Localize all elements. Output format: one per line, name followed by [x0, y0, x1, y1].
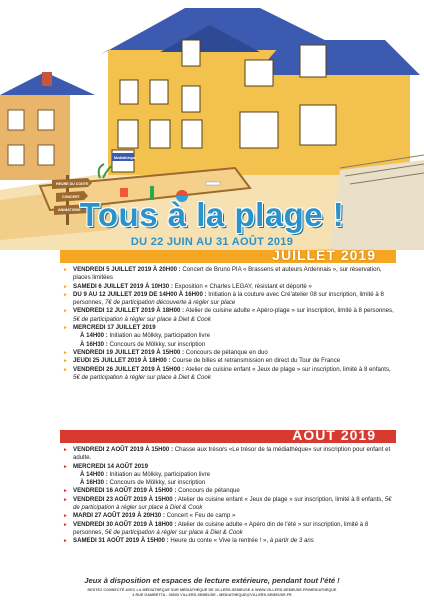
event-item: ► VENDREDI 19 JUILLET 2019 À 15H00 : Concours de pétanque en duo — [63, 348, 268, 356]
footer-contact: RESTEZ CONNECTÉ AVEC LA MÉDIATHÈQUE SUR MÉDIATHÈQUE DE VILLERS-SEMEUSE & WWW.VILLERS-SEMEUSE.FR/MEDIATHEQUE — [87, 588, 337, 592]
event-item: ► MARDI 27 AOÛT 2019 À 20H30 : Concert « Feu de camp » — [63, 512, 236, 520]
event-item: ► VENDREDI 23 AOÛT 2019 À 15H00 : Atelier de cuisine enfant « Jeux de plage » sur inscription, limité à 8 enfants, 5€ de participation à régler sur place à Diet & Cook — [63, 495, 392, 512]
towel-icon — [206, 182, 220, 185]
footer-address: 4 RUE GAMBETTA - 08000 VILLERS-SEMEUSE - MEDIATHEQUE@VILLERS-SEMEUSE.FR — [132, 593, 292, 597]
event-item: ► VENDREDI 16 AOÛT 2019 À 15H00 : Concours de pétanque — [63, 487, 240, 495]
event-item: ► VENDREDI 26 JUILLET 2019 À 15H00 : Atelier de cuisine enfant « Jeux de plage » sur inscription, limité à 8 enfants, 5€ de participation à régler sur place à Diet & Cook — [63, 365, 391, 381]
event-subitem: À 16H30 : Concours de Mölkky, sur inscription — [80, 479, 206, 487]
event-subitem: À 14H00 : Initiation au Mölkky, participation livre — [80, 332, 210, 340]
events-list-july — [60, 266, 396, 382]
footer-tagline: Jeux à disposition et espaces de lecture extérieure, pendant tout l'été ! — [84, 576, 340, 585]
month-bar-july — [60, 247, 396, 263]
month-label-july: JUILLET 2019 — [272, 247, 376, 263]
event-item: ► JEUDI 25 JUILLET 2019 À 18H00 : Course de billes et retransmission en direct du Tour de France — [63, 357, 341, 365]
event-item: ► SAMEDI 6 JUILLET 2019 À 10H30 : Exposition « Charles LEGAY, résistant et déporté » — [63, 282, 312, 290]
bullet-icon: ► — [63, 283, 68, 290]
event-item: ► MERCREDI 17 JUILLET 2019 — [63, 324, 156, 332]
bullet-icon: ► — [63, 463, 68, 470]
bullet-icon: ► — [63, 308, 68, 315]
bullet-icon: ► — [63, 366, 68, 373]
bullet-icon: ► — [63, 325, 68, 332]
bullet-icon: ► — [63, 488, 68, 495]
poster-dates: DU 22 JUIN AU 31 AOÛT 2019 — [130, 236, 294, 248]
event-item: ► VENDREDI 30 AOÛT 2019 À 18H00 : Atelier de cuisine adulte « Apéro din de l'été » sur inscription, limité à 8 personnes, 5€ de participation à régler sur place à Diet & Cook — [63, 520, 369, 536]
event-subitem: À 14H00 : Initiation au Mölkky, participation livre — [80, 470, 210, 478]
event-item: ► DU 9 AU 12 JUILLET 2019 DE 14H00 À 16H00 : Initiation à la couture avec Cré'atelier 08 sur inscription, limité à 8 personnes, 7€ de participation découverte à régler sur place — [63, 290, 384, 307]
bullet-icon: ► — [63, 513, 68, 520]
sign-concert: CONCERT — [62, 195, 80, 199]
bullet-icon: ► — [63, 496, 68, 503]
poster-title: Tous à la plage ! — [79, 196, 345, 233]
event-item: ► VENDREDI 5 JUILLET 2019 À 20H00 : Concert de Bruno PIA « Brassens et auteurs Ardennais », sur réservation, places limitées — [63, 266, 382, 282]
event-item: ► SAMEDI 31 AOÛT 2019 À 15H00 : Heure du conte « Vive la rentrée ! », à partir de 3 ans — [63, 537, 314, 545]
bullet-icon: ► — [63, 358, 68, 365]
month-bar-august — [60, 427, 396, 443]
bullet-icon: ► — [63, 349, 68, 356]
bullet-icon: ► — [63, 538, 68, 545]
event-item: ► VENDREDI 2 AOÛT 2019 À 15H00 : Chasse aux trésors «Le trésor de la médiathèque» sur inscription pour enfant et adulte. — [63, 446, 391, 462]
bullet-icon: ► — [63, 291, 68, 298]
building-sign: Mediathèque — [114, 156, 136, 160]
month-label-august: AOÛT 2019 — [292, 427, 376, 443]
event-subitem: À 16H30 : Concours de Mölkky, sur inscription — [80, 340, 206, 348]
event-item: ► MERCREDI 14 AOÛT 2019 — [63, 462, 148, 470]
sign-animations: ANIMATIONS — [58, 208, 81, 212]
event-item: ► VENDREDI 12 JUILLET 2019 À 18H00 : Atelier de cuisine adulte « Apéro-plage » sur inscription, limité à 8 personnes, 5€ de participation à régler sur place à Diet & Cook — [63, 307, 394, 323]
bullet-icon: ► — [63, 447, 68, 453]
bullet-icon: ► — [63, 521, 68, 528]
sign-heure-du-conte: HEURE DU CONTE — [56, 182, 89, 186]
events-list-august — [60, 446, 396, 546]
bullet-icon: ► — [63, 267, 68, 273]
